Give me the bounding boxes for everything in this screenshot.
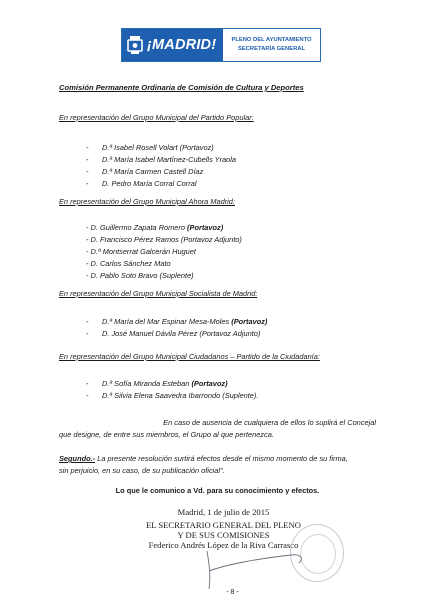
segundo-line-1: Segundo.- La presente resolución surtirá efectos desde el mismo momento de su firma, — [59, 454, 348, 463]
logo-line-1: PLENO DEL AYUNTAMIENTO — [231, 37, 312, 44]
member-row: - D. Pablo Soto Bravo (Suplente) — [86, 271, 194, 280]
member-row: - D.ª Isabel Rosell Volart (Portavoz) — [86, 143, 214, 152]
logo-brand-box — [122, 29, 223, 61]
member-row: - D.ª María del Mar Espinar Mesa-Moles (Portavoz) — [86, 317, 268, 326]
member-row: - D. Francisco Pérez Ramos (Portavoz Adjunto) — [86, 235, 242, 244]
logo-brand-text: ¡MADRID! — [147, 37, 217, 53]
group-heading: En representación del Grupo Municipal del Partido Popular: — [59, 113, 254, 122]
member-row: - D.ª María Carmen Castell Díaz — [86, 167, 204, 176]
handwritten-signature — [195, 545, 315, 595]
madrid-crest-icon — [126, 34, 144, 56]
member-row: - D.ª Montserrat Galcerán Huguet — [86, 247, 196, 256]
member-row: - D.ª María Isabel Martínez-Cubells Yraola — [86, 155, 237, 164]
logo-line-2: SECRETARÍA GENERAL — [238, 46, 305, 52]
member-row: - D.ª Silvia Elena Saavedra Ibarrondo (Suplente). — [86, 391, 259, 400]
madrid-logo — [121, 28, 321, 62]
signature-line-2: Y DE SUS COMISIONES — [177, 530, 270, 540]
date-line: Madrid, 1 de julio de 2015 — [177, 507, 270, 517]
member-row: - D. Guillermo Zapata Romero (Portavoz) — [86, 223, 224, 232]
signature-line-3: Federico Andrés López de la Riva Carrasco — [148, 540, 299, 550]
absence-line-1: En caso de ausencia de cualquiera de ellos lo suplirá el Concejal — [163, 418, 376, 427]
absence-line-2: que designe, de entre sus miembros, el Grupo al que pertenezca. — [59, 430, 274, 439]
member-row: - D. Carlos Sánchez Mato — [86, 259, 171, 268]
member-row: - D.ª Sofía Miranda Esteban (Portavoz) — [86, 379, 228, 388]
logo-department — [223, 29, 320, 61]
page-number: - 8 - — [226, 589, 239, 596]
document-title: Comisión Permanente Ordinaria de Comisión de Cultura y Deportes — [59, 83, 304, 92]
group-heading: En representación del Grupo Municipal Ahora Madrid: — [59, 197, 235, 206]
member-row: - D. José Manuel Dávila Pérez (Portavoz Adjunto) — [86, 329, 261, 338]
segundo-line-2: sin perjuicio, en su caso, de su publicación oficial". — [59, 466, 225, 475]
group-heading: En representación del Grupo Municipal Ciudadanos – Partido de la Ciudadanía: — [59, 352, 320, 361]
closing-line: Lo que le comunico a Vd. para su conocimiento y efectos. — [115, 486, 320, 495]
group-heading: En representación del Grupo Municipal Socialista de Madrid: — [59, 289, 258, 298]
member-row: - D. Pedro María Corral Corral — [86, 179, 197, 188]
signature-line-1: EL SECRETARIO GENERAL DEL PLENO — [146, 520, 301, 530]
